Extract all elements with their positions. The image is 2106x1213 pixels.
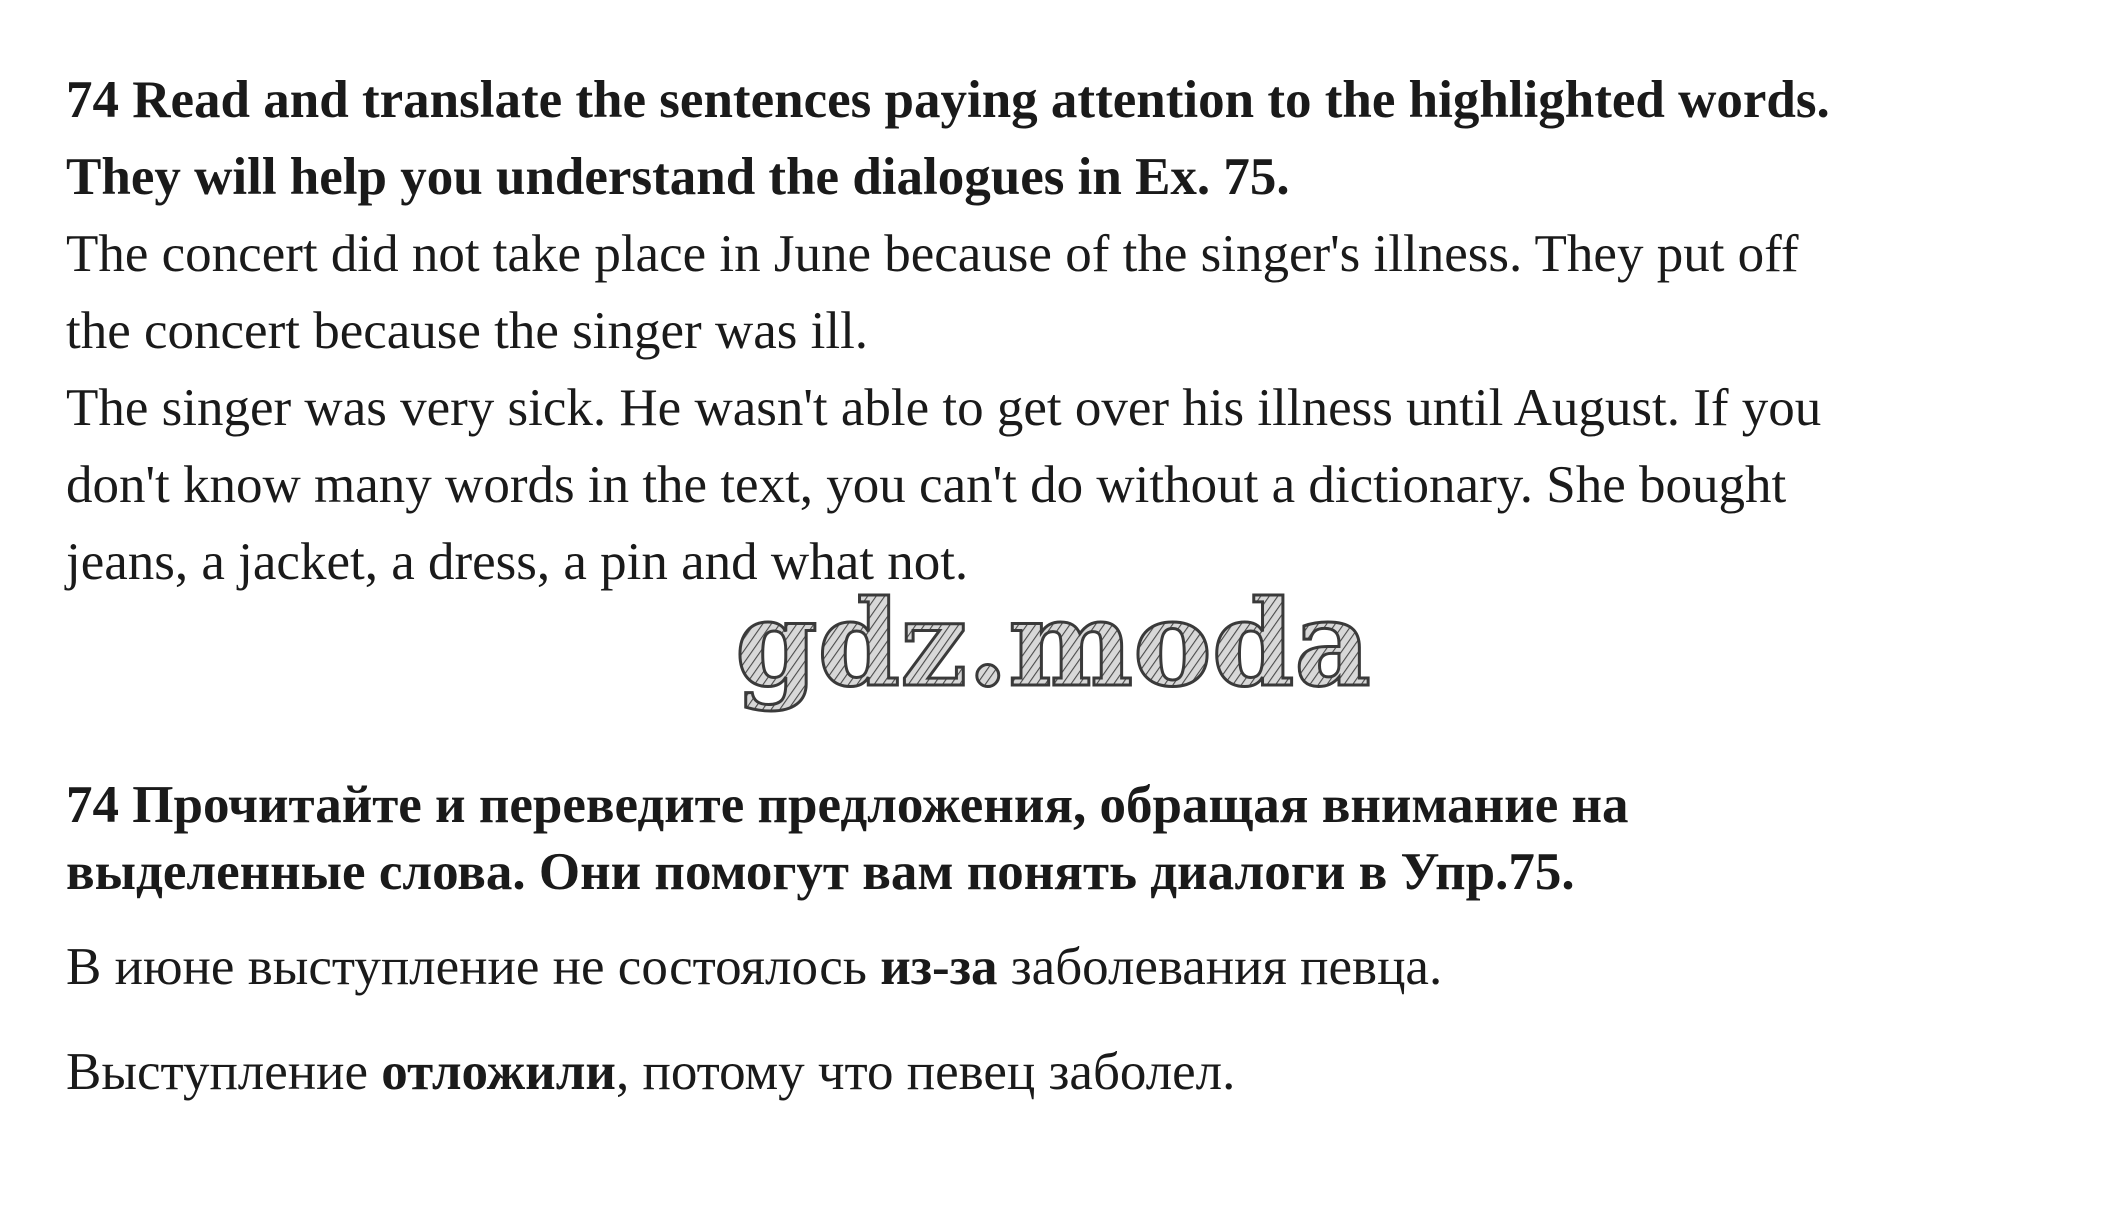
watermark-graphic: [733, 580, 1373, 730]
english-heading-line: 74 Read and translate the sentences paying attention to the highlighted words.: [66, 71, 1830, 129]
russian-heading-line: 74 Прочитайте и переведите предложения, обращая внимание на: [66, 776, 1629, 834]
english-body-line: don't know many words in the text, you can't do without a dictionary. She bought: [66, 456, 1787, 514]
english-body-line: the concert because the singer was ill.: [66, 302, 869, 360]
russian-heading: [66, 772, 2056, 906]
russian-section: [66, 772, 2056, 1101]
watermark-text: gdz.moda: [735, 580, 1371, 713]
english-heading-line: They will help you understand the dialogues in Ex. 75.: [66, 148, 1290, 206]
sentence-text: заболевания певца.: [997, 938, 1443, 996]
russian-sentence-1: [66, 937, 1442, 997]
sentence-text: Выступление: [66, 1043, 382, 1101]
sentence-text: , потому что певец заболел.: [615, 1043, 1236, 1101]
english-heading: [66, 62, 2056, 216]
english-body: [66, 216, 2056, 601]
english-body-line: jeans, a jacket, a dress, a pin and what not.: [66, 533, 969, 591]
english-section: [66, 62, 2056, 601]
highlighted-word: отложили: [381, 1043, 616, 1101]
sentence-text: В июне выступление не состоялось: [66, 938, 881, 996]
russian-sentence-2: [66, 1042, 1235, 1102]
english-body-line: The concert did not take place in June because of the singer's illness. They put off: [66, 225, 1799, 283]
watermark-logo: [0, 575, 2106, 735]
highlighted-word: из-за: [880, 938, 998, 996]
english-body-line: The singer was very sick. He wasn't able to get over his illness until August. If you: [66, 379, 1822, 437]
russian-heading-line: выделенные слова. Они помогут вам понять диалоги в Упр.75.: [66, 843, 1575, 901]
